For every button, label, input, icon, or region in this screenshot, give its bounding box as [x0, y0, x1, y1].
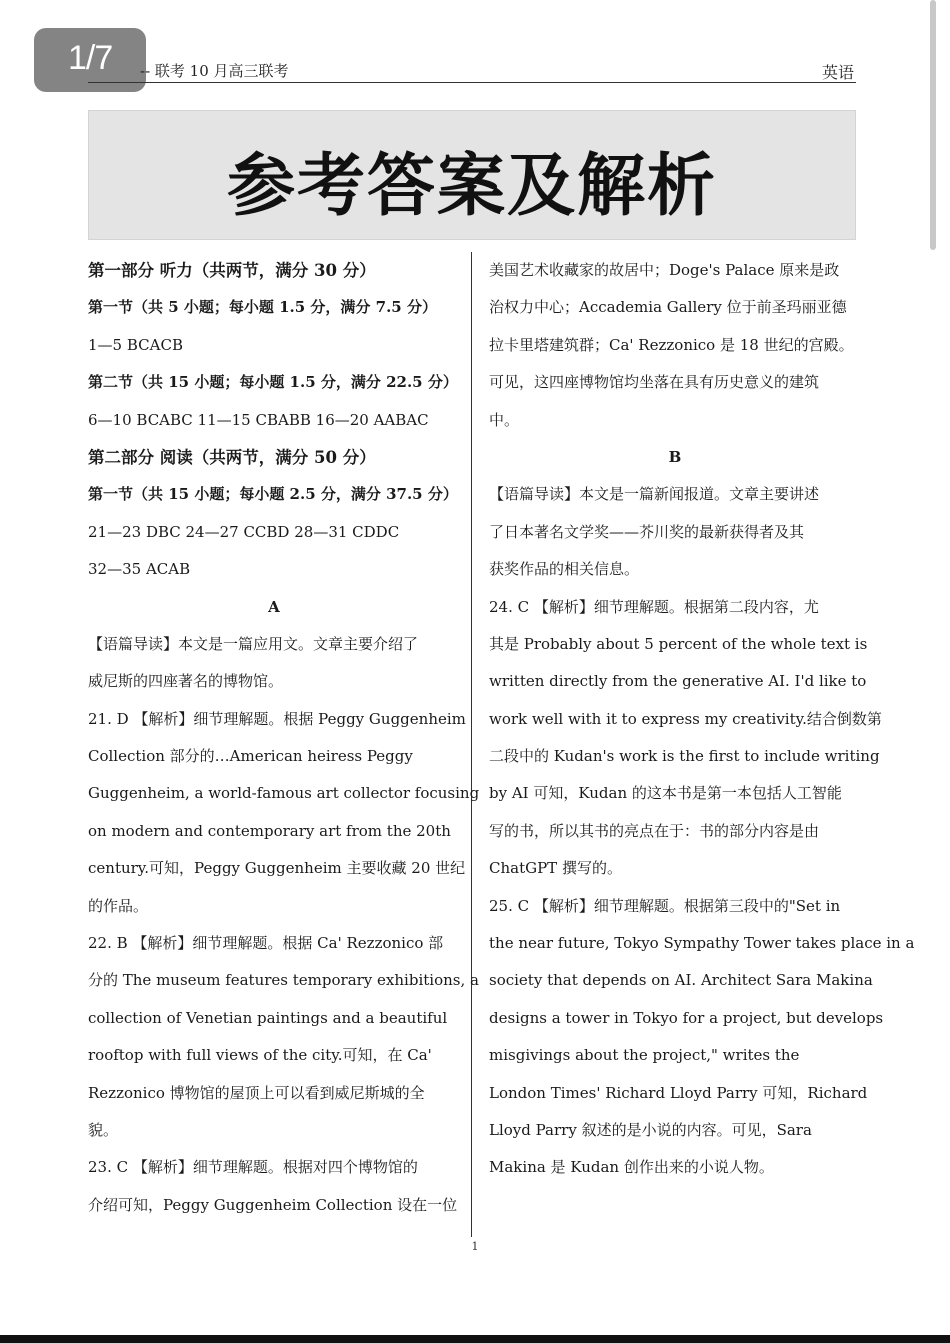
text-line: 治权力中心；Accademia Gallery 位于前圣玛丽亚德: [489, 298, 847, 317]
text-line: work well with it to express my creativity.结合倒数第: [489, 709, 882, 728]
exam-title: -- 联考 10 月高三联考: [140, 62, 289, 80]
text-line: 介绍可知，Peggy Guggenheim Collection 设在一位: [88, 1195, 458, 1214]
header-rule: [88, 82, 856, 83]
text-line: Rezzonico 博物馆的屋顶上可以看到威尼斯城的全: [88, 1083, 425, 1102]
text-line: 23. C 【解析】细节理解题。根据对四个博物馆的: [88, 1158, 418, 1177]
text-line: 22. B 【解析】细节理解题。根据 Ca' Rezzonico 部: [88, 934, 444, 953]
text-line: Lloyd Parry 叙述的是小说的内容。可见，Sara: [489, 1120, 812, 1139]
text-line: 第一部分 听力（共两节，满分 30 分）: [88, 261, 376, 280]
bottom-bar: [0, 1335, 950, 1343]
text-line: 威尼斯的四座著名的博物馆。: [88, 672, 284, 691]
text-line: 第二节（共 15 小题；每小题 1.5 分，满分 22.5 分）: [88, 373, 458, 392]
text-line: 可见，这四座博物馆均坐落在具有历史意义的建筑: [489, 373, 820, 392]
left-column: [88, 252, 480, 1224]
text-line: 第一节（共 15 小题；每小题 2.5 分，满分 37.5 分）: [88, 485, 458, 504]
text-line: 第一节（共 5 小题；每小题 1.5 分，满分 7.5 分）: [88, 298, 437, 317]
page-badge: 1/7: [34, 28, 146, 92]
text-line: 21—23 DBC 24—27 CCBD 28—31 CDDC: [88, 522, 400, 541]
subject-label: 英语: [821, 63, 854, 82]
column-divider: [471, 252, 472, 1237]
text-line: century.可知，Peggy Guggenheim 主要收藏 20 世纪: [88, 859, 466, 878]
text-line: 貌。: [88, 1120, 119, 1139]
text-line: 其是 Probably about 5 percent of the whole text is: [489, 634, 868, 653]
text-line: Makina 是 Kudan 创作出来的小说人物。: [489, 1158, 774, 1177]
text-line: written directly from the generative AI. I'd like to: [489, 672, 867, 691]
text-line: rooftop with full views of the city.可知，在 Ca': [88, 1046, 432, 1065]
text-line: 拉卡里塔建筑群；Ca' Rezzonico 是 18 世纪的宫殿。: [489, 335, 854, 354]
text-line: 第二部分 阅读（共两节，满分 50 分）: [88, 447, 376, 467]
text-line: 写的书，所以其书的亮点在于：书的部分内容是由: [489, 821, 820, 840]
text-line: London Times' Richard Lloyd Parry 可知，Richard: [489, 1083, 868, 1102]
text-line: the near future, Tokyo Sympathy Tower takes place in a: [489, 934, 915, 953]
text-line: 分的 The museum features temporary exhibitions, a: [88, 971, 479, 990]
text-line: 6—10 BCABC 11—15 CBABB 16—20 AABAC: [88, 410, 429, 429]
right-column: [489, 252, 915, 1187]
text-line: ChatGPT 撰写的。: [489, 859, 622, 878]
page-title: 参考答案及解析: [226, 147, 717, 226]
text-line: B: [668, 447, 682, 466]
text-line: 【语篇导读】本文是一篇应用文。文章主要介绍了: [88, 634, 419, 653]
text-line: 【语篇导读】本文是一篇新闻报道。文章主要讲述: [489, 485, 820, 504]
text-line: 的作品。: [88, 896, 149, 915]
text-line: society that depends on AI. Architect Sara Makina: [489, 971, 873, 990]
text-line: 二段中的 Kudan's work is the first to include writing: [489, 747, 880, 766]
text-line: on modern and contemporary art from the 20th: [88, 821, 451, 840]
text-line: 24. C 【解析】细节理解题。根据第二段内容，尤: [489, 597, 819, 616]
text-line: by AI 可知，Kudan 的这本书是第一本包括人工智能: [489, 784, 842, 803]
text-line: 25. C 【解析】细节理解题。根据第三段中的"Set in: [489, 896, 841, 915]
text-line: designs a tower in Tokyo for a project, but develops: [489, 1008, 884, 1027]
text-line: 21. D 【解析】细节理解题。根据 Peggy Guggenheim: [88, 709, 466, 728]
text-line: 美国艺术收藏家的故居中；Doge's Palace 原来是政: [489, 261, 840, 279]
text-line: 32—35 ACAB: [88, 560, 191, 579]
text-line: 获奖作品的相关信息。: [489, 560, 640, 579]
text-line: 了日本著名文学奖——芥川奖的最新获得者及其: [489, 522, 805, 541]
text-line: 1—5 BCACB: [88, 335, 183, 354]
text-line: Collection 部分的…American heiress Peggy: [88, 747, 413, 766]
text-line: misgivings about the project," writes the: [489, 1046, 800, 1065]
title-banner: [88, 110, 856, 240]
text-line: 中。: [489, 410, 520, 429]
text-line: Guggenheim, a world-famous art collector focusing: [88, 784, 480, 803]
scrollbar[interactable]: [930, 0, 936, 250]
text-line: A: [268, 597, 280, 616]
page-number: 1: [471, 1240, 479, 1253]
text-line: collection of Venetian paintings and a beautiful: [88, 1008, 448, 1027]
